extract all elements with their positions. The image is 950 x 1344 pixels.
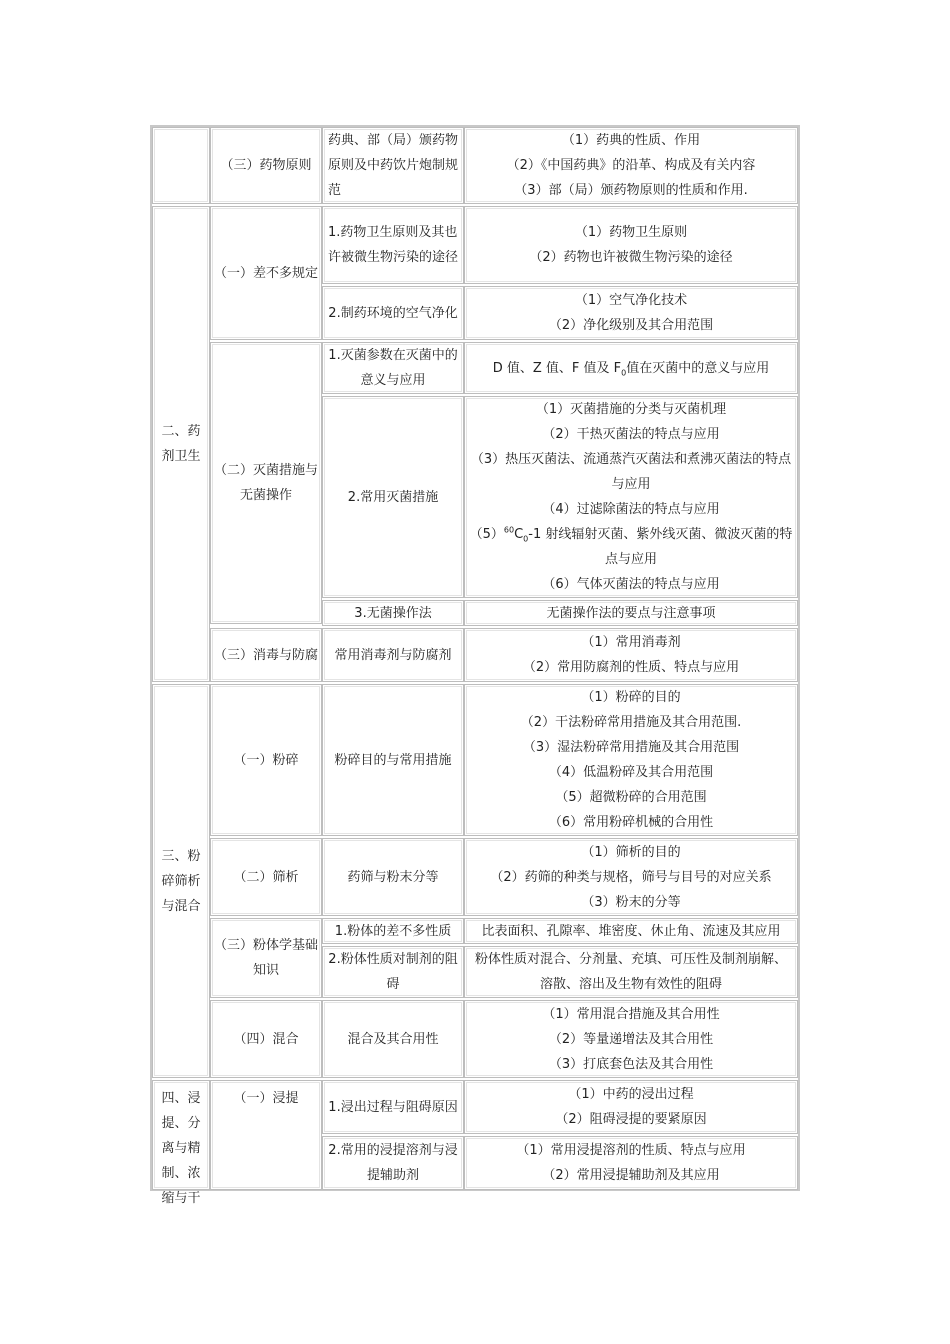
section-title: 二、药剂卫生 bbox=[152, 206, 210, 682]
section-cell-empty bbox=[152, 127, 210, 204]
subsection-title: （一）差不多规定 bbox=[210, 206, 322, 340]
point-line: （5）超微粉碎的合用范围 bbox=[555, 790, 707, 805]
points-cell: 比表面积、孔隙率、堆密度、休止角、流速及其应用 bbox=[464, 918, 798, 944]
topic-cell: 1.药物卫生原则及其也许被微生物污染的途径 bbox=[322, 206, 464, 284]
topic-cell: 常用消毒剂与防腐剂 bbox=[322, 628, 464, 682]
point-line: （4）低温粉碎及其合用范围 bbox=[548, 765, 714, 780]
subsection-title: （四）混合 bbox=[210, 1000, 322, 1078]
point-line: （2）阻碍浸提的要紧原因 bbox=[555, 1112, 707, 1127]
subsection-title: （三）消毒与防腐 bbox=[210, 628, 322, 682]
point-line: （3）部（局）颁药物原则的性质和作用. bbox=[514, 183, 748, 198]
points-cell bbox=[464, 1136, 798, 1190]
topic-cell: 混合及其合用性 bbox=[322, 1000, 464, 1078]
point-line: （1）药典的性质、作用 bbox=[561, 133, 701, 148]
point-line: （1）常用混合措施及其合用性 bbox=[542, 1006, 720, 1022]
point-line: （2）常用防腐剂的性质、特点与应用 bbox=[522, 660, 740, 675]
topic-cell: 2.制药环境的空气净化 bbox=[322, 286, 464, 340]
points-cell bbox=[464, 1000, 798, 1078]
points-cell bbox=[464, 838, 798, 916]
points-cell bbox=[464, 1080, 798, 1134]
points-cell bbox=[464, 127, 798, 204]
points-cell bbox=[464, 628, 798, 682]
points-cell: 无菌操作法的要点与注意事项 bbox=[464, 600, 798, 626]
topic-cell: 2.常用的浸提溶剂与浸提辅助剂 bbox=[322, 1136, 464, 1190]
point-line: （1）常用浸提溶剂的性质、特点与应用 bbox=[516, 1143, 746, 1158]
point-line: （2）干热灭菌法的特点与应用 bbox=[542, 427, 720, 442]
topic-cell: 药典、部（局）颁药物原则及中药饮片炮制规范 bbox=[322, 127, 464, 204]
section-title: 三、粉碎筛析与混合 bbox=[152, 684, 210, 1078]
points-cell bbox=[464, 342, 798, 394]
point-line: （1）药物卫生原则 bbox=[574, 225, 688, 240]
points-cell bbox=[464, 206, 798, 284]
subsection-title: （一）粉碎 bbox=[210, 684, 322, 836]
point-line: D 值、Z 值、F 值及 $F_0$值在灭菌中的意义与应用 bbox=[492, 360, 770, 378]
point-line: （3）热压灭菌法、流通蒸汽灭菌法和煮沸灭菌法的特点与应用 bbox=[470, 452, 792, 492]
point-line: （3）湿法粉碎常用措施及其合用范围 bbox=[522, 740, 740, 755]
points-cell bbox=[464, 684, 798, 836]
point-line: （4）过滤除菌法的特点与应用 bbox=[542, 502, 720, 517]
point-line: （2）等量递增法及其合用性 bbox=[548, 1031, 714, 1047]
topic-cell: 1.灭菌参数在灭菌中的意义与应用 bbox=[322, 342, 464, 394]
subsection-title: （二）灭菌措施与无菌操作 bbox=[210, 342, 322, 624]
point-line: （1）粉碎的目的 bbox=[581, 690, 681, 705]
topic-cell: 粉碎目的与常用措施 bbox=[322, 684, 464, 836]
point-line: （3）打底套色法及其合用性 bbox=[548, 1056, 714, 1072]
points-cell bbox=[464, 396, 798, 598]
subsection-title: （一）浸提 bbox=[210, 1080, 322, 1190]
points-cell bbox=[464, 286, 798, 340]
topic-cell: 1.浸出过程与阻碍原因 bbox=[322, 1080, 464, 1134]
point-line: （2）净化级别及其合用范围 bbox=[548, 318, 714, 333]
subsection-title: （三）粉体学基础知识 bbox=[210, 918, 322, 998]
point-line: （6）常用粉碎机械的合用性 bbox=[548, 815, 714, 830]
point-line: （1）灭菌措施的分类与灭菌机理 bbox=[535, 402, 727, 417]
point-line: （1）常用消毒剂 bbox=[581, 635, 681, 650]
point-line: （1）空气净化技术 bbox=[574, 293, 688, 308]
points-cell: 粉体性质对混合、分剂量、充填、可压性及制剂崩解、溶散、溶出及生物有效性的阻碍 bbox=[464, 946, 798, 998]
topic-cell: 1.粉体的差不多性质 bbox=[322, 918, 464, 944]
subsection-title: （二）筛析 bbox=[210, 838, 322, 916]
topic-cell: 2.常用灭菌措施 bbox=[322, 396, 464, 598]
point-line: （2）药物也许被微生物污染的途径 bbox=[529, 250, 733, 265]
section-title: 四、浸提、分离与精制、浓缩与干 bbox=[152, 1080, 210, 1190]
topic-cell: 2.粉体性质对制剂的阻碍 bbox=[322, 946, 464, 998]
point-line: （3）粉末的分等 bbox=[581, 894, 681, 910]
point-line: （2）常用浸提辅助剂及其应用 bbox=[542, 1168, 720, 1183]
point-line: （2）药筛的种类与规格，筛号与目号的对应关系 bbox=[490, 869, 772, 885]
point-line: $(5)^{60}C_0-1$ 射线辐射灭菌、紫外线灭菌、微波灭菌的特点与应用 bbox=[469, 525, 793, 567]
topic-cell: 3.无菌操作法 bbox=[322, 600, 464, 626]
point-line: （2）《中国药典》的沿革、构成及有关内容 bbox=[506, 158, 756, 173]
point-line: （1）中药的浸出过程 bbox=[568, 1087, 694, 1102]
point-line: （6）气体灭菌法的特点与应用 bbox=[542, 577, 720, 592]
point-line: （2）干法粉碎常用措施及其合用范围. bbox=[520, 715, 742, 730]
subsection-title: （三）药物原则 bbox=[210, 127, 322, 204]
topic-cell: 药筛与粉末分等 bbox=[322, 838, 464, 916]
point-line: （1）筛析的目的 bbox=[581, 844, 681, 860]
